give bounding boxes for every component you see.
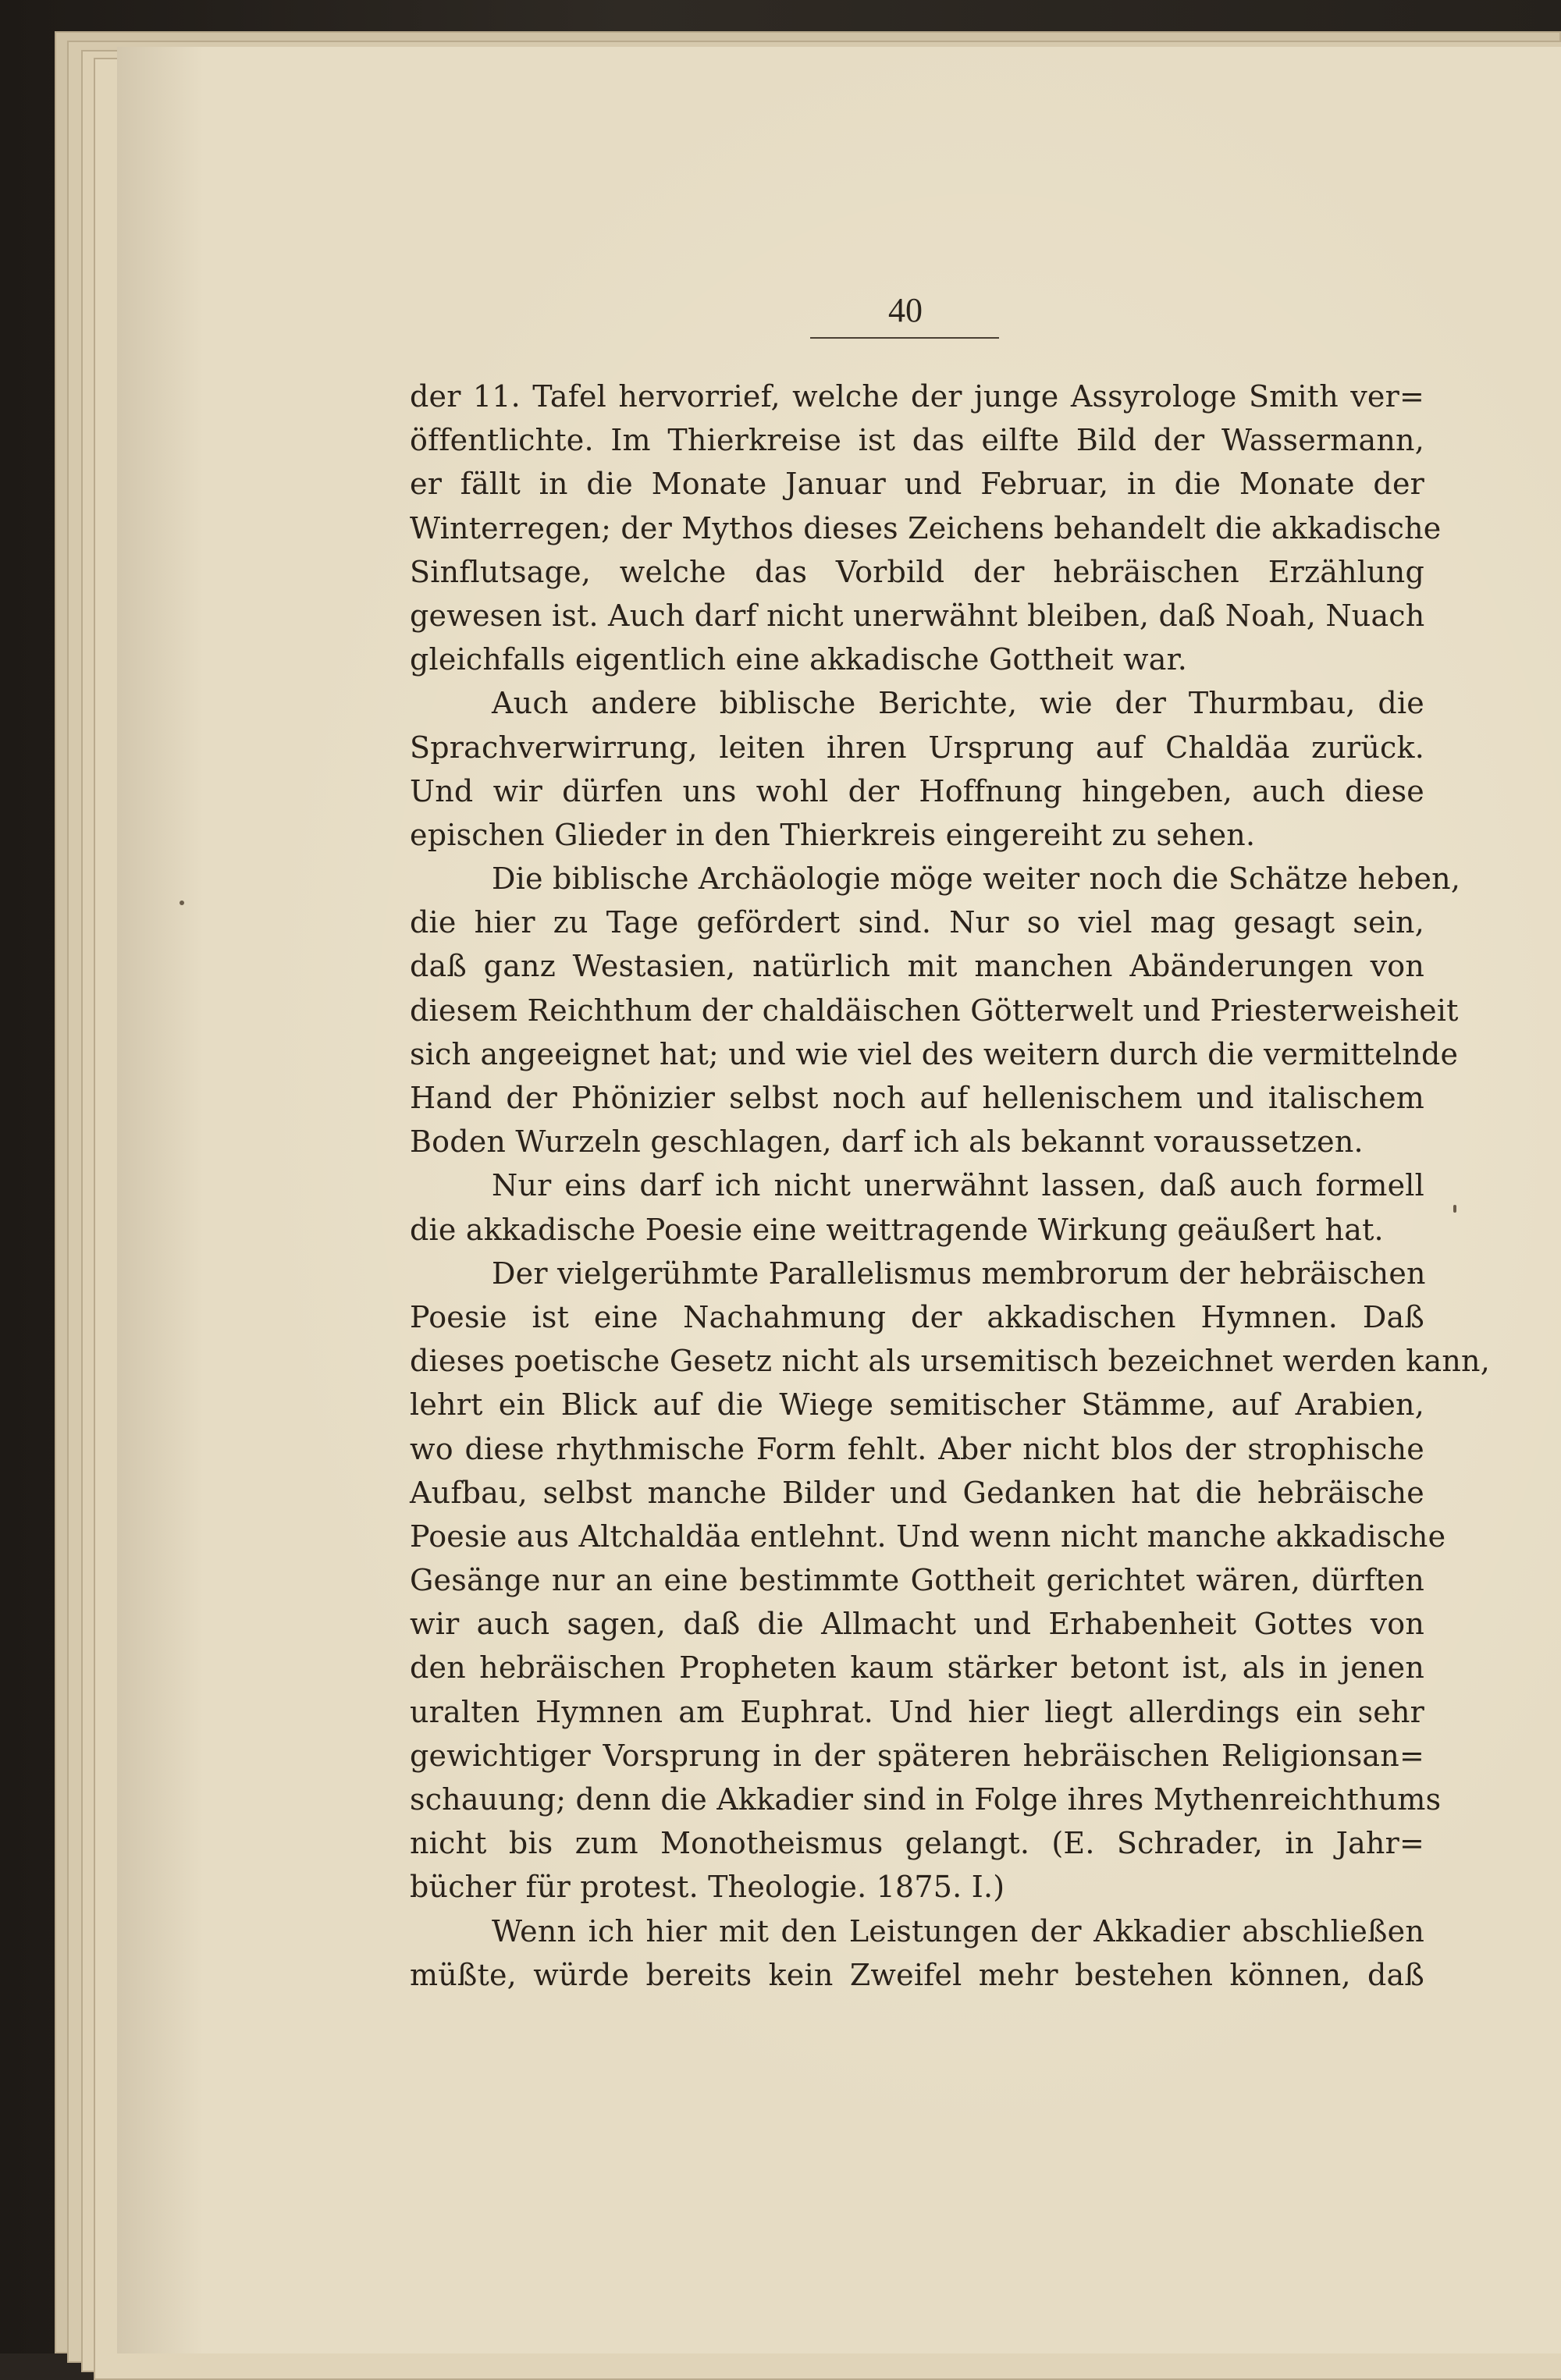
text-line: lehrt ein Blick auf die Wiege semitischer Stämme, auf Arabien, — [410, 1387, 1424, 1423]
text-line: Der vielgerühmte Parallelismus membrorum der hebräischen — [492, 1256, 1426, 1291]
text-line: epischen Glieder in den Thierkreis eingereiht zu sehen. — [410, 817, 1256, 852]
page-number-rule — [810, 337, 999, 339]
text-line: uralten Hymnen am Euphrat. Und hier liegt allerdings ein sehr — [410, 1694, 1424, 1729]
text-line: die akkadische Poesie eine weittragende Wirkung geäußert hat. — [410, 1212, 1384, 1247]
text-line: wir auch sagen, daß die Allmacht und Erhabenheit Gottes von — [410, 1607, 1424, 1642]
text-line: Poesie aus Altchaldäa entlehnt. Und wenn nicht manche akkadische — [410, 1519, 1446, 1554]
body-text — [410, 375, 1490, 1997]
text-line: gleichfalls eigentlich eine akkadische Gottheit war. — [410, 642, 1188, 677]
text-line: dieses poetische Gesetz nicht als ursemitisch bezeichnet werden kann, — [410, 1344, 1490, 1379]
text-line: Die biblische Archäologie möge weiter noch die Schätze heben, — [492, 861, 1461, 897]
page-number: 40 — [888, 291, 923, 329]
text-line: den hebräischen Propheten kaum stärker betont ist, als in jenen — [410, 1650, 1424, 1686]
text-line: öffentlichte. Im Thierkreise ist das eilfte Bild der Wassermann, — [410, 423, 1424, 458]
text-line: Winterregen; der Mythos dieses Zeichens behandelt die akkadische — [410, 510, 1442, 545]
text-line: Hand der Phönizier selbst noch auf hellenischem und italischem — [410, 1081, 1424, 1115]
text-line: Auch andere biblische Berichte, wie der Thurmbau, die — [492, 686, 1424, 721]
text-line: nicht bis zum Monotheismus gelangt. (E. Schrader, in Jahr= — [410, 1826, 1424, 1861]
text-line: Wenn ich hier mit den Leistungen der Akkadier abschließen — [492, 1913, 1424, 1948]
text-line: wo diese rhythmische Form fehlt. Aber nicht blos der strophische — [410, 1431, 1424, 1466]
text-line: daß ganz Westasien, natürlich mit manchen Abänderungen von — [410, 949, 1424, 984]
text-line: Gesänge nur an eine bestimmte Gottheit gerichtet wären, dürften — [410, 1563, 1424, 1598]
text-line: Poesie ist eine Nachahmung der akkadischen Hymnen. Daß — [410, 1299, 1424, 1334]
text-line: sich angeeignet hat; und wie viel des weitern durch die vermittelnde — [410, 1036, 1459, 1071]
paper-speck — [180, 900, 184, 905]
text-line: die hier zu Tage gefördert sind. Nur so viel mag gesagt sein, — [410, 905, 1424, 940]
text-line: Sinflutsage, welche das Vorbild der hebräischen Erzählung — [410, 554, 1424, 589]
paper-speck — [1453, 1205, 1456, 1213]
text-line: er fällt in die Monate Januar und Februar, in die Monate der — [410, 467, 1424, 502]
text-line: Und wir dürfen uns wohl der Hoffnung hingeben, auch diese — [410, 773, 1424, 808]
text-line: Aufbau, selbst manche Bilder und Gedanken hat die hebräische — [410, 1475, 1424, 1510]
text-line: gewesen ist. Auch darf nicht unerwähnt bleiben, daß Noah, Nuach — [410, 598, 1425, 633]
text-line: Nur eins darf ich nicht unerwähnt lassen, daß auch formell — [492, 1168, 1424, 1203]
text-line: der 11. Tafel hervorrief, welche der junge Assyrologe Smith ver= — [410, 379, 1424, 414]
text-line: müßte, würde bereits kein Zweifel mehr bestehen können, daß — [410, 1957, 1424, 1992]
text-line: Sprachverwirrung, leiten ihren Ursprung auf Chaldäa zurück. — [410, 730, 1424, 765]
text-line: gewichtiger Vorsprung in der späteren hebräischen Religionsan= — [410, 1738, 1424, 1773]
text-line: Boden Wurzeln geschlagen, darf ich als bekannt voraussetzen. — [410, 1124, 1364, 1160]
text-line: diesem Reichthum der chaldäischen Götterwelt und Priesterweisheit — [410, 993, 1459, 1028]
text-line: schauung; denn die Akkadier sind in Folge ihres Mythenreichthums — [410, 1782, 1442, 1817]
text-line: bücher für protest. Theologie. 1875. I.) — [410, 1870, 1005, 1905]
